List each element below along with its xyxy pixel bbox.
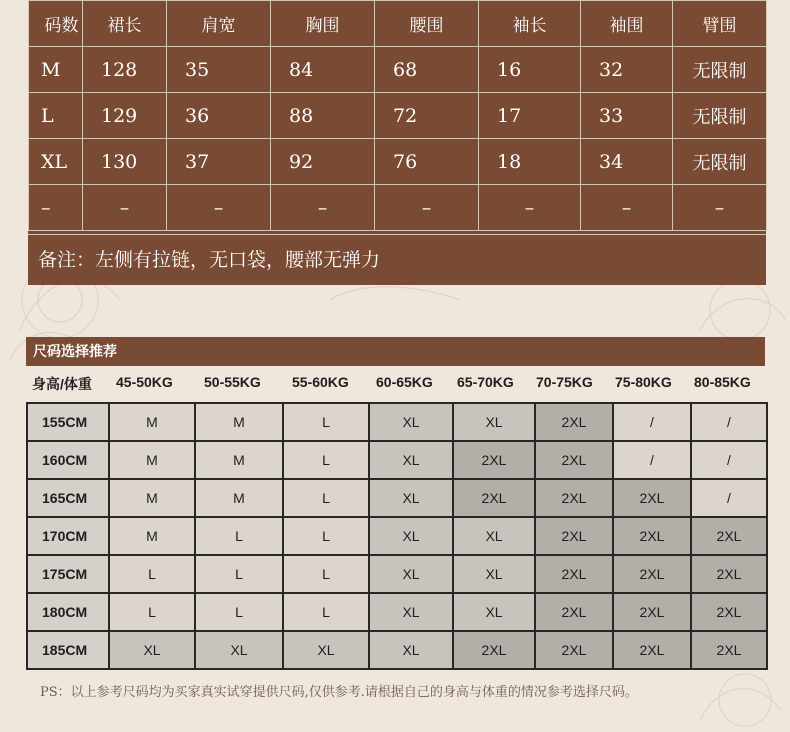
recommend-size-cell: 2XL xyxy=(535,517,613,555)
value-cell: 68 xyxy=(375,47,479,93)
value-cell: 无限制 xyxy=(673,93,767,139)
header-bust: 胸围 xyxy=(271,1,375,47)
table-row xyxy=(29,185,767,231)
recommend-size-cell: 2XL xyxy=(535,555,613,593)
recommend-size-cell: 2XL xyxy=(453,479,535,517)
recommend-size-cell: 2XL xyxy=(453,631,535,669)
ps-note: PS：以上参考尺码均为买家真实试穿提供尺码,仅供参考.请根据自己的身高与体重的情况参考选择尺码。 xyxy=(40,685,638,700)
weight-label: 80-85KG xyxy=(694,374,751,390)
recommend-size-cell: M xyxy=(109,403,195,441)
height-cell: 165CM xyxy=(27,479,109,517)
value-cell: 36 xyxy=(167,93,271,139)
recommend-size-cell: 2XL xyxy=(691,517,767,555)
recommend-size-cell: L xyxy=(283,403,369,441)
value-cell: 92 xyxy=(271,139,375,185)
weight-label: 55-60KG xyxy=(292,374,349,390)
recommend-table-body xyxy=(27,403,767,669)
table-row xyxy=(29,47,767,93)
header-size: 码数 xyxy=(29,1,83,47)
value-cell: 84 xyxy=(271,47,375,93)
table-row xyxy=(29,139,767,185)
recommend-size-cell: M xyxy=(195,479,283,517)
recommend-size-cell: 2XL xyxy=(535,593,613,631)
recommend-size-cell: XL xyxy=(453,555,535,593)
value-cell: 37 xyxy=(167,139,271,185)
size-cell: L xyxy=(29,93,83,139)
recommend-size-cell: L xyxy=(283,593,369,631)
height-cell: 180CM xyxy=(27,593,109,631)
recommend-size-cell: 2XL xyxy=(535,441,613,479)
recommend-size-cell: XL xyxy=(369,517,453,555)
recommend-size-cell: L xyxy=(283,441,369,479)
recommend-size-cell: M xyxy=(109,479,195,517)
recommend-size-cell: XL xyxy=(369,479,453,517)
header-waist: 腰围 xyxy=(375,1,479,47)
table-row xyxy=(27,555,767,593)
recommend-size-cell: L xyxy=(195,593,283,631)
header-shoulder: 肩宽 xyxy=(167,1,271,47)
value-cell: – xyxy=(167,185,271,231)
recommend-size-cell: 2XL xyxy=(613,631,691,669)
value-cell: – xyxy=(581,185,673,231)
recommend-size-cell: 2XL xyxy=(691,631,767,669)
recommend-size-cell: L xyxy=(195,555,283,593)
height-cell: 175CM xyxy=(27,555,109,593)
header-dress-length: 裙长 xyxy=(83,1,167,47)
recommend-size-cell: M xyxy=(195,441,283,479)
size-cell: M xyxy=(29,47,83,93)
table-row xyxy=(27,403,767,441)
height-cell: 170CM xyxy=(27,517,109,555)
value-cell: 无限制 xyxy=(673,139,767,185)
weight-label: 70-75KG xyxy=(536,374,593,390)
recommend-size-cell: 2XL xyxy=(613,517,691,555)
weight-label: 65-70KG xyxy=(457,374,514,390)
value-cell: 130 xyxy=(83,139,167,185)
recommend-size-cell: L xyxy=(195,517,283,555)
size-chart xyxy=(28,0,766,285)
value-cell: 无限制 xyxy=(673,47,767,93)
value-cell: – xyxy=(83,185,167,231)
value-cell: – xyxy=(375,185,479,231)
value-cell: 72 xyxy=(375,93,479,139)
recommend-size-cell: XL xyxy=(109,631,195,669)
value-cell: – xyxy=(479,185,581,231)
size-recommend-table xyxy=(26,402,768,670)
recommend-size-cell: XL xyxy=(195,631,283,669)
recommend-size-cell: 2XL xyxy=(613,593,691,631)
recommend-size-cell: 2XL xyxy=(535,631,613,669)
value-cell: 34 xyxy=(581,139,673,185)
recommend-size-cell: L xyxy=(283,479,369,517)
recommend-size-cell: XL xyxy=(453,403,535,441)
value-cell: 35 xyxy=(167,47,271,93)
value-cell: 128 xyxy=(83,47,167,93)
recommend-size-cell: 2XL xyxy=(691,555,767,593)
recommend-size-cell: L xyxy=(283,555,369,593)
recommend-size-cell: / xyxy=(691,441,767,479)
weight-label: 45-50KG xyxy=(116,374,173,390)
header-arm: 臂围 xyxy=(673,1,767,47)
recommend-size-cell: XL xyxy=(369,593,453,631)
recommend-size-cell: M xyxy=(195,403,283,441)
recommend-size-cell: / xyxy=(691,403,767,441)
value-cell: 17 xyxy=(479,93,581,139)
recommend-size-cell: / xyxy=(613,441,691,479)
recommend-size-cell: L xyxy=(109,593,195,631)
recommend-size-cell: 2XL xyxy=(535,479,613,517)
size-table xyxy=(28,0,767,231)
value-cell: 18 xyxy=(479,139,581,185)
weight-label: 75-80KG xyxy=(615,374,672,390)
recommend-size-cell: XL xyxy=(369,555,453,593)
size-cell: XL xyxy=(29,139,83,185)
recommend-size-cell: / xyxy=(613,403,691,441)
recommend-size-cell: M xyxy=(109,517,195,555)
recommend-size-cell: XL xyxy=(453,517,535,555)
recommend-size-cell: L xyxy=(109,555,195,593)
weight-header-row xyxy=(26,374,766,396)
height-cell: 160CM xyxy=(27,441,109,479)
weight-label: 50-55KG xyxy=(204,374,261,390)
value-cell: 129 xyxy=(83,93,167,139)
value-cell: 16 xyxy=(479,47,581,93)
corner-label: 身高/体重 xyxy=(32,376,92,392)
size-cell: – xyxy=(29,185,83,231)
value-cell: 33 xyxy=(581,93,673,139)
recommend-size-cell: XL xyxy=(369,441,453,479)
table-row xyxy=(27,631,767,669)
size-table-header-row xyxy=(29,1,767,47)
header-sleeve-width: 袖围 xyxy=(581,1,673,47)
recommend-size-cell: 2XL xyxy=(691,593,767,631)
table-row xyxy=(29,93,767,139)
recommend-size-cell: M xyxy=(109,441,195,479)
recommend-size-cell: XL xyxy=(369,403,453,441)
table-row xyxy=(27,441,767,479)
value-cell: – xyxy=(673,185,767,231)
table-row xyxy=(27,593,767,631)
recommend-size-cell: XL xyxy=(453,593,535,631)
recommend-size-cell: XL xyxy=(283,631,369,669)
recommend-size-cell: 2XL xyxy=(453,441,535,479)
height-cell: 155CM xyxy=(27,403,109,441)
value-cell: 76 xyxy=(375,139,479,185)
value-cell: – xyxy=(271,185,375,231)
height-cell: 185CM xyxy=(27,631,109,669)
recommend-size-cell: 2XL xyxy=(535,403,613,441)
recommend-size-cell: 2XL xyxy=(613,555,691,593)
table-row xyxy=(27,517,767,555)
header-sleeve-length: 袖长 xyxy=(479,1,581,47)
recommend-size-cell: XL xyxy=(369,631,453,669)
recommend-title: 尺码选择推荐 xyxy=(26,337,765,366)
size-remark: 备注：左侧有拉链，无口袋，腰部无弹力 xyxy=(28,234,766,285)
recommend-size-cell: L xyxy=(283,517,369,555)
value-cell: 32 xyxy=(581,47,673,93)
recommend-size-cell: 2XL xyxy=(613,479,691,517)
recommend-size-cell: / xyxy=(691,479,767,517)
value-cell: 88 xyxy=(271,93,375,139)
table-row xyxy=(27,479,767,517)
weight-label: 60-65KG xyxy=(376,374,433,390)
